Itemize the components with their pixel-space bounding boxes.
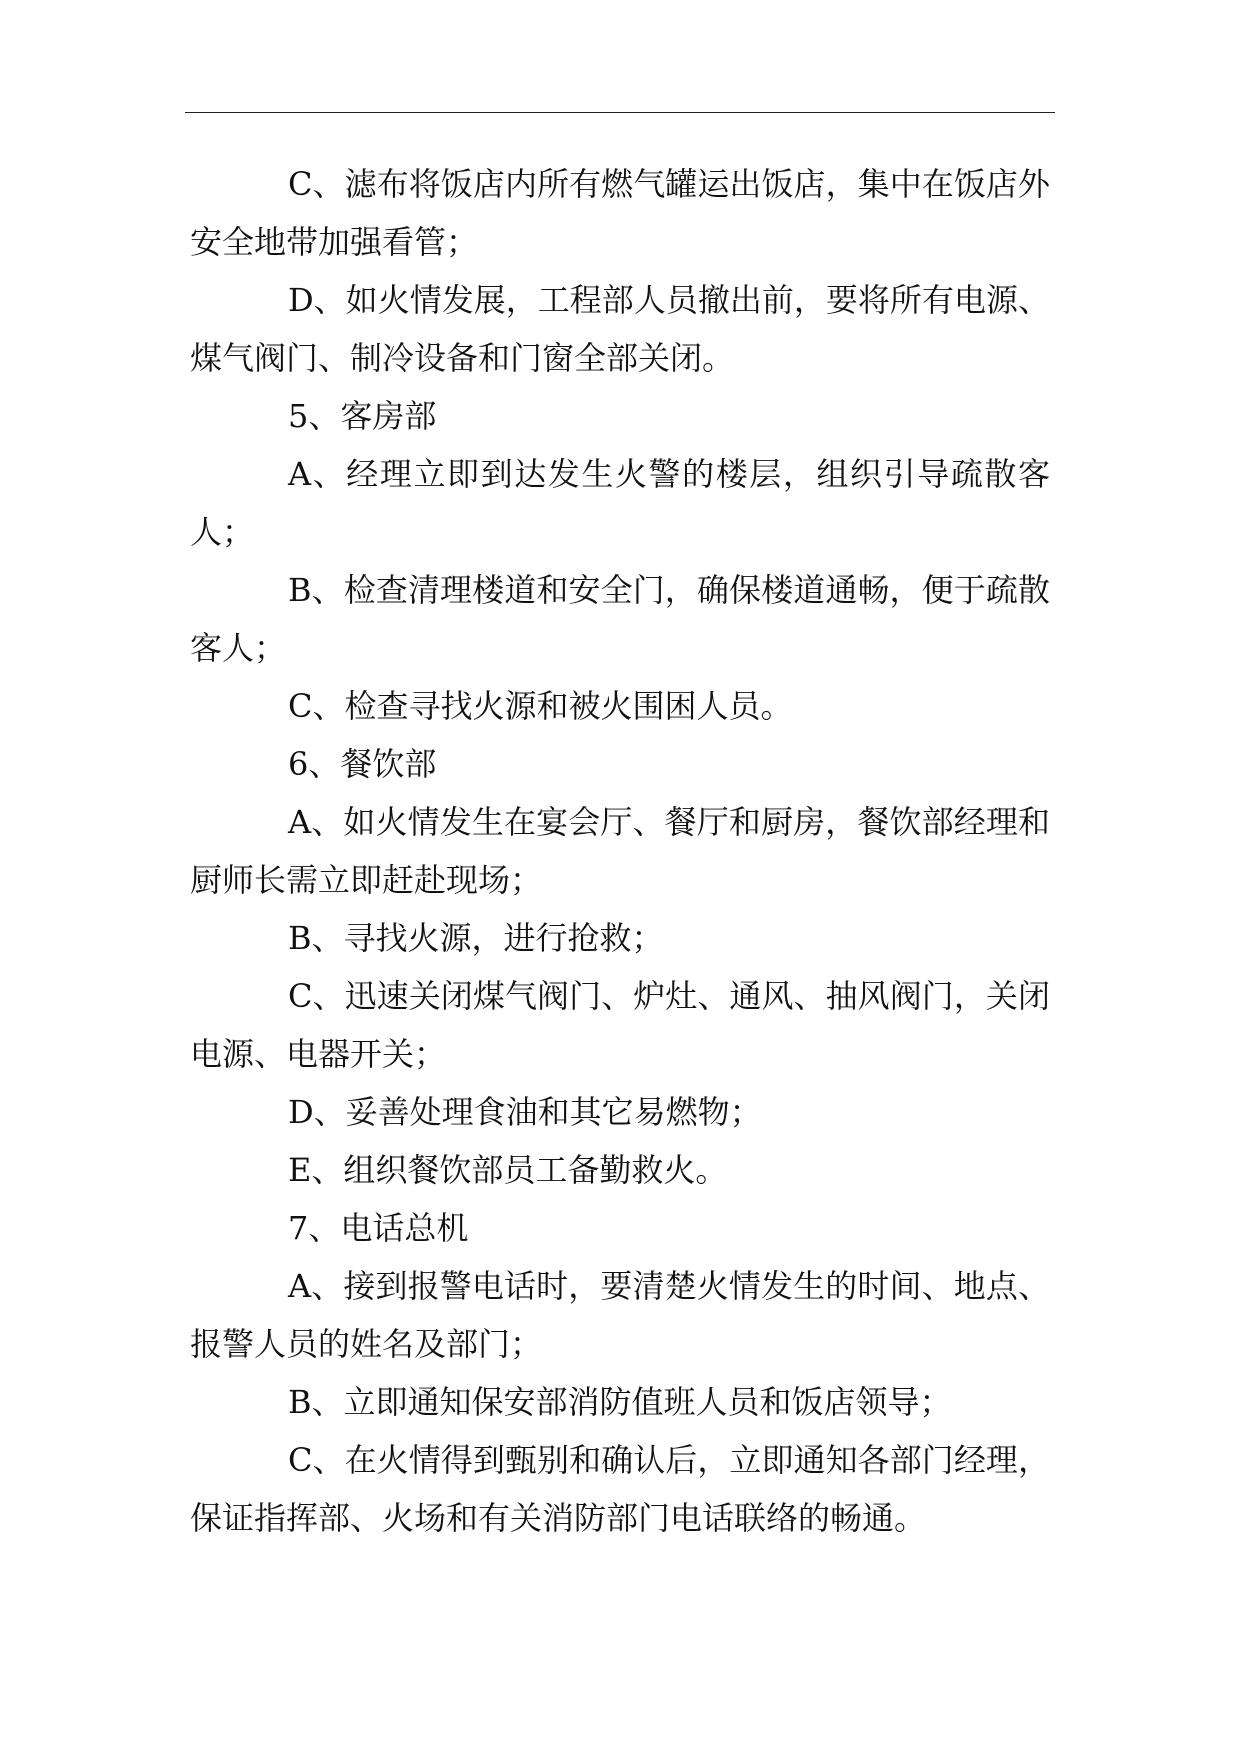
header-rule xyxy=(185,112,1055,113)
document-body xyxy=(190,155,1050,1547)
paragraph: C、迅速关闭煤气阀门、炉灶、通风、抽风阀门，关闭电源、电器开关； xyxy=(190,977,1050,1073)
paragraph: A、如火情发生在宴会厅、餐厅和厨房，餐饮部经理和厨师长需立即赶赴现场； xyxy=(190,803,1050,899)
section-heading: 6、餐饮部 xyxy=(288,745,437,783)
paragraph: A、接到报警电话时，要清楚火情发生的时间、地点、报警人员的姓名及部门； xyxy=(190,1267,1050,1363)
paragraph: D、妥善处理食油和其它易燃物； xyxy=(288,1093,762,1131)
paragraph: C、在火情得到甄别和确认后，立即通知各部门经理，保证指挥部、火场和有关消防部门电话联络的畅通。 xyxy=(190,1441,1050,1537)
paragraph: E、组织餐饮部员工备勤救火。 xyxy=(288,1151,728,1189)
paragraph: D、如火情发展，工程部人员撤出前，要将所有电源、煤气阀门、制冷设备和门窗全部关闭。 xyxy=(190,281,1050,377)
paragraph: B、立即通知保安部消防值班人员和饭店领导； xyxy=(288,1383,952,1421)
paragraph: C、检查寻找火源和被火围困人员。 xyxy=(288,687,793,725)
section-heading: 5、客房部 xyxy=(288,397,437,435)
paragraph: C、滤布将饭店内所有燃气罐运出饭店，集中在饭店外安全地带加强看管； xyxy=(190,165,1050,261)
paragraph: A、经理立即到达发生火警的楼层，组织引导疏散客人； xyxy=(190,455,1050,551)
section-heading: 7、电话总机 xyxy=(288,1209,469,1247)
paragraph: B、检查清理楼道和安全门，确保楼道通畅，便于疏散客人； xyxy=(190,571,1050,667)
paragraph: B、寻找火源，进行抢救； xyxy=(288,919,664,957)
